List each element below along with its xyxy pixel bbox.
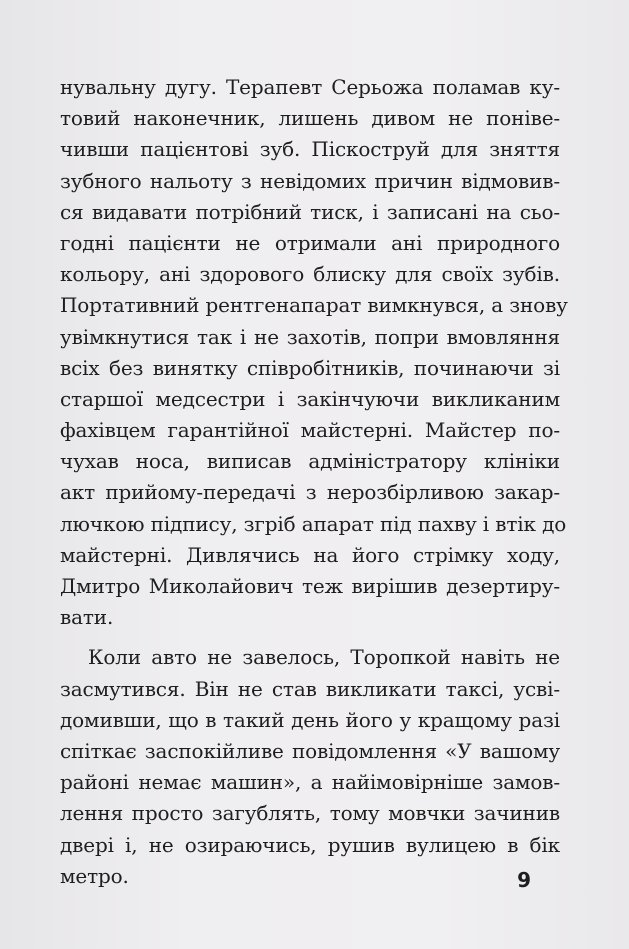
paragraph-spacer xyxy=(60,633,560,642)
text-line: акт прийому-передачі з нерозбірливою закар- xyxy=(60,480,560,505)
paragraph-2 xyxy=(60,642,560,892)
text-line: спіткає заспокійливе повідомлення «У вашому xyxy=(60,738,560,763)
paragraph-1 xyxy=(60,72,568,633)
text-line: вати. xyxy=(60,605,114,630)
text-line: метро. xyxy=(60,863,129,888)
text-line: районі немає машин», а найімовірніше замов- xyxy=(60,770,560,795)
text-line: домивши, що в такий день його у кращому разі xyxy=(60,707,560,732)
text-line: лення просто загублять, тому мовчки зачинив xyxy=(60,801,560,826)
text-line: увімкнутися так і не захотів, попри вмовляння xyxy=(60,324,560,349)
text-line: фахівцем гарантійної майстерні. Майстер по- xyxy=(60,418,560,443)
text-line: старшої медсестри і закінчуючи викликаним xyxy=(60,386,560,411)
text-line: лючкою підпису, згріб апарат під пахву і втік до xyxy=(60,511,567,536)
text-line: Дмитро Миколайович теж вирішив дезертиру- xyxy=(60,574,560,598)
text-line: двері і, не озираючись, рушив вулицею в бік xyxy=(60,832,560,857)
text-line: ся видавати потрібний тиск, і записані на сьо- xyxy=(60,199,560,224)
text-line: засмутився. Він не став викликати таксі, усві- xyxy=(60,676,560,701)
text-line: майстерні. Дивлячись на його стрімку ходу, xyxy=(60,542,560,567)
text-line: нувальну дугу. Терапевт Серьожа поламав ку- xyxy=(60,75,560,99)
text-line: годні пацієнти не отримали ані природного xyxy=(60,230,560,255)
text-line: Коли авто не завелось, Торопкой навіть не xyxy=(88,645,560,670)
text-line: Портативний рентгенапарат вимкнувся, а знову xyxy=(60,293,568,318)
text-line: зубного нальоту з невідомих причин відмовив- xyxy=(60,168,560,193)
page-number: 9 xyxy=(517,868,531,892)
text-line: кольору, ані здорового блиску для своїх зубів. xyxy=(60,262,560,287)
text-line: товий наконечник, лишень дивом не поніве- xyxy=(60,106,560,131)
text-line: всіх без винятку співробітників, починаючи зі xyxy=(60,355,560,380)
text-line: чивши пацієнтові зуб. Піскоструй для зняття xyxy=(60,137,560,162)
text-line: чухав носа, виписав адміністратору клініки xyxy=(60,449,560,474)
body-text xyxy=(60,72,568,892)
